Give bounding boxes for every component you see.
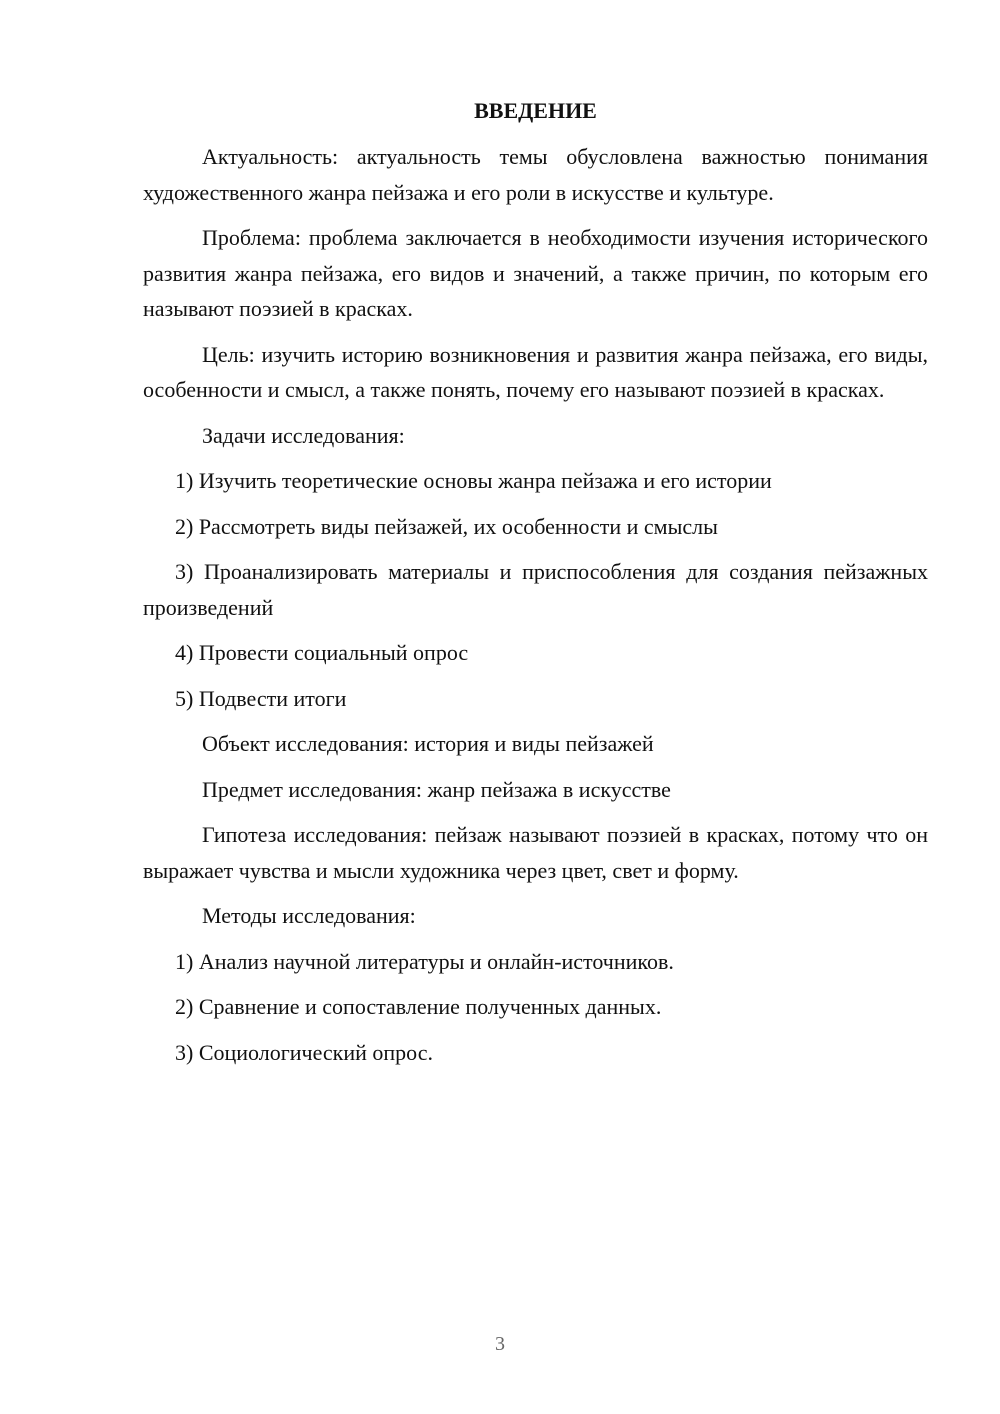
section-title: ВВЕДЕНИЕ — [474, 98, 597, 123]
tasks-heading: Задачи исследования: — [202, 422, 405, 448]
document-page — [143, 94, 928, 1080]
task-item: 3) Проанализировать материалы и приспособления для создания пейзажных произведений — [143, 559, 928, 620]
problem-paragraph: Проблема: проблема заключается в необходимости изучения исторического развития жанра пейзажа, его видов и значений, а также причин, по которым его называют поэзией в красках. — [143, 225, 928, 321]
goal-paragraph: Цель: изучить историю возникновения и развития жанра пейзажа, его виды, особенности и смысл, а также понять, почему его называют поэзией в красках. — [143, 341, 928, 402]
page-number: 3 — [495, 1333, 505, 1355]
task-item: 4) Провести социальный опрос — [175, 640, 469, 665]
method-item: 3) Социологический опрос. — [175, 1039, 433, 1065]
subject-paragraph: Предмет исследования: жанр пейзажа в искусстве — [202, 776, 671, 802]
object-paragraph: Объект исследования: история и виды пейзажей — [202, 731, 654, 756]
method-item: 2) Сравнение и сопоставление полученных данных. — [175, 994, 662, 1019]
methods-heading: Методы исследования: — [202, 903, 416, 928]
task-item: 5) Подвести итоги — [175, 685, 347, 711]
task-item: 1) Изучить теоретические основы жанра пейзажа и его истории — [175, 468, 772, 493]
relevance-paragraph: Актуальность: актуальность темы обусловлена важностью понимания художественного жанра пейзажа и его роли в искусстве и культуре. — [143, 144, 928, 205]
hypothesis-paragraph: Гипотеза исследования: пейзаж называют поэзией в красках, потому что он выражает чувства и мысли художника через цвет, свет и форму. — [143, 822, 928, 883]
task-item: 2) Рассмотреть виды пейзажей, их особенности и смыслы — [175, 513, 718, 539]
method-item: 1) Анализ научной литературы и онлайн-источников. — [175, 948, 674, 974]
